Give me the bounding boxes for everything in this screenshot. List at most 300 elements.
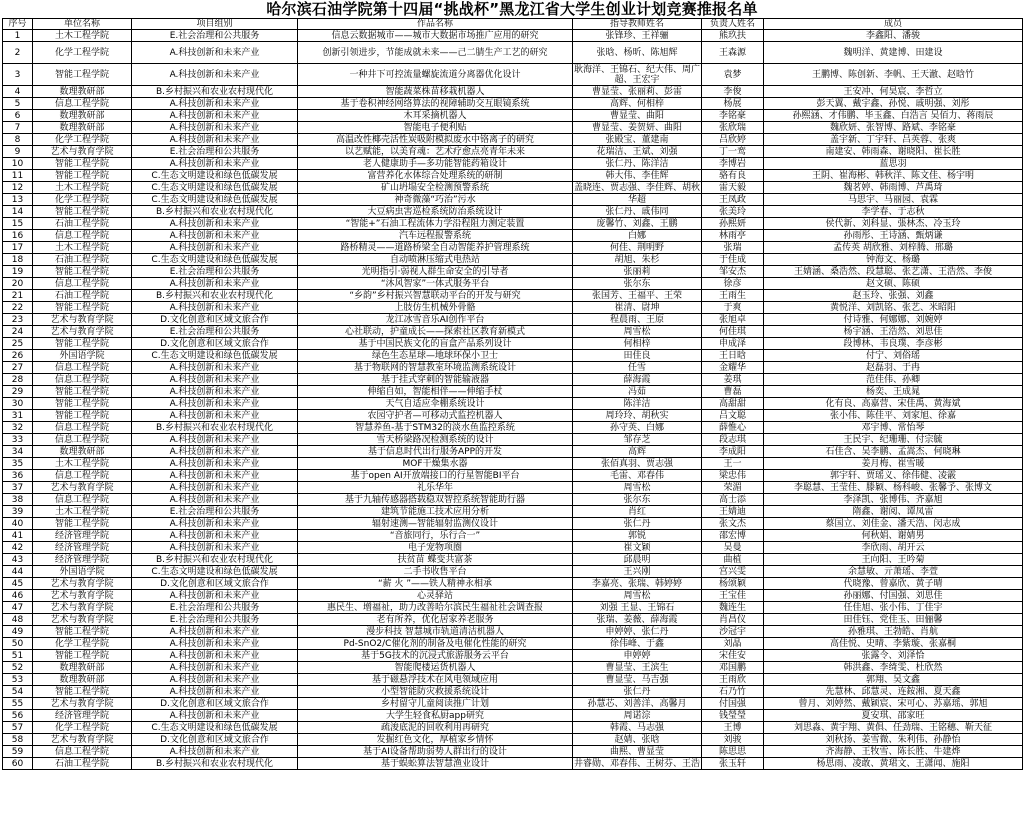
cell-unit: 艺术与教育学院	[33, 602, 132, 614]
cell-index: 16	[3, 230, 33, 242]
cell-group: D.文化创意和区域文旅合作	[132, 734, 298, 746]
cell-unit: 智能工程学院	[33, 302, 132, 314]
cell-project: 以艺赋能，以美育魂：艺术疗愈点亮青年未来	[298, 146, 573, 158]
cell-leader: 高甜甜	[702, 398, 764, 410]
cell-members: 李欣雨、胡开云	[764, 542, 1023, 554]
cell-advisor: 张丽莉	[573, 266, 702, 278]
cell-advisor: 曹显莹、张丽莉、彭雷	[573, 86, 702, 98]
cell-members: 黄悦洋、刘凯铭、张艺、米昭阳	[764, 302, 1023, 314]
cell-group: A.科技创新和未来产业	[132, 482, 298, 494]
cell-unit: 外国语学院	[33, 350, 132, 362]
table-row	[3, 614, 1023, 626]
cell-group: A.科技创新和未来产业	[132, 230, 298, 242]
cell-leader: 林雨亭	[702, 230, 764, 242]
cell-advisor: 李嘉亮、张瑞、韩婷婷	[573, 578, 702, 590]
cell-index: 55	[3, 698, 33, 710]
cell-leader: 孙熙妍	[702, 218, 764, 230]
cell-members: 孙雨彤、王诗涵、甄炳谦	[764, 230, 1023, 242]
cell-index: 49	[3, 626, 33, 638]
cell-advisor: 郭锐	[573, 530, 702, 542]
cell-members: 付宁、刘俗瑶	[764, 350, 1023, 362]
cell-unit: 石油工程学院	[33, 290, 132, 302]
table-row	[3, 386, 1023, 398]
cell-leader: 张文杰	[702, 518, 764, 530]
cell-index: 56	[3, 710, 33, 722]
cell-group: D.文化创意和区域文旅合作	[132, 698, 298, 710]
cell-advisor: 高辉、何相梓	[573, 98, 702, 110]
cell-group: A.科技创新和未来产业	[132, 518, 298, 530]
cell-unit: 化学工程学院	[33, 134, 132, 146]
cell-leader: 杨颂颖	[702, 578, 764, 590]
cell-members: 何秋娟、谢婧男	[764, 530, 1023, 542]
cell-group: A.科技创新和未来产业	[132, 98, 298, 110]
cell-members: 王向阳、王吟菊	[764, 554, 1023, 566]
table-row	[3, 218, 1023, 230]
cell-advisor: 张仁丹、戚伟同	[573, 206, 702, 218]
cell-leader: 宫兴雯	[702, 566, 764, 578]
cell-unit: 土木工程学院	[33, 30, 132, 42]
cell-unit: 外国语学院	[33, 566, 132, 578]
cell-index: 47	[3, 602, 33, 614]
cell-leader: 王雨欣	[702, 674, 764, 686]
cell-members: 田佳钰、党佳玉、田俪馨	[764, 614, 1023, 626]
table-row	[3, 482, 1023, 494]
cell-group: A.科技创新和未来产业	[132, 158, 298, 170]
table-row	[3, 554, 1023, 566]
cell-index: 24	[3, 326, 33, 338]
table-row	[3, 254, 1023, 266]
cell-advisor: 张晗、杨昕、陈旭辉	[573, 42, 702, 64]
cell-index: 29	[3, 386, 33, 398]
nominee-table	[2, 18, 1023, 770]
cell-members: 刘秋扬、姜雪微、朱利伟、孙静怡	[764, 734, 1023, 746]
cell-members: 马思宇、马丽园、袁霖	[764, 194, 1023, 206]
cell-unit: 智能工程学院	[33, 518, 132, 530]
table-row	[3, 674, 1023, 686]
cell-members: 南建安、韩雨森、谢晓阳、崔长胜	[764, 146, 1023, 158]
cell-members: 张露令、刘泽恰	[764, 650, 1023, 662]
cell-members: 齐海静、王牧雪、陈长胜、牛建烨	[764, 746, 1023, 758]
cell-unit: 化学工程学院	[33, 42, 132, 64]
cell-group: B.乡村振兴和农业农村现代化	[132, 290, 298, 302]
cell-group: B.乡村振兴和农业农村现代化	[132, 758, 298, 770]
header-unit: 单位名称	[33, 19, 132, 30]
cell-index: 5	[3, 98, 33, 110]
cell-members: 代晓豫、曾嘉欣、黄子晴	[764, 578, 1023, 590]
cell-unit: 智能工程学院	[33, 266, 132, 278]
cell-unit: 信息工程学院	[33, 278, 132, 290]
cell-unit: 艺术与教育学院	[33, 578, 132, 590]
cell-project: 智能爬楼运货机器人	[298, 662, 573, 674]
cell-members: 王鹏博、陈创新、李帆、王天澈、赵晗竹	[764, 64, 1023, 86]
cell-group: D.文化创意和区域文旅合作	[132, 578, 298, 590]
cell-unit: 艺术与教育学院	[33, 146, 132, 158]
cell-members: 韩洪鑫、李绮雯、杜欣然	[764, 662, 1023, 674]
cell-project: 发掘红色文化，厚植家乡情怀	[298, 734, 573, 746]
cell-advisor: 张仁丹	[573, 518, 702, 530]
cell-project: 创新引领进步，节能成就未来——己二腈生产工艺的研究	[298, 42, 573, 64]
cell-advisor: 曹显莹、王滨生	[573, 662, 702, 674]
cell-leader: 袁梦	[702, 64, 764, 86]
cell-index: 28	[3, 374, 33, 386]
cell-unit: 信息工程学院	[33, 98, 132, 110]
cell-project: 基于挂式穿刺的智能输液器	[298, 374, 573, 386]
cell-index: 43	[3, 554, 33, 566]
cell-project: 智慧养鱼-基于STM32的淡水鱼监控系统	[298, 422, 573, 434]
cell-members: 赵磊羽、于冉	[764, 362, 1023, 374]
cell-members: 付诗雅、何娜娜、刘婉婷	[764, 314, 1023, 326]
table-row	[3, 458, 1023, 470]
cell-group: E.社会治理和公共服务	[132, 30, 298, 42]
cell-leader: 曹磊	[702, 386, 764, 398]
cell-advisor: 张殿宝、董建南	[573, 134, 702, 146]
cell-advisor: 刘强 王显、王锦石	[573, 602, 702, 614]
cell-project: 建筑节能施工技术应用分析	[298, 506, 573, 518]
cell-members: 邓宇博、常怡琴	[764, 422, 1023, 434]
cell-leader: 王日晗	[702, 350, 764, 362]
cell-members: 孙丽娜、付国强、刘思佳	[764, 590, 1023, 602]
cell-group: A.科技创新和未来产业	[132, 626, 298, 638]
cell-members: 赵玉玲、张强、刘鑫	[764, 290, 1023, 302]
table-row	[3, 446, 1023, 458]
cell-members: 高佳悦、史晴、李紫璇、张嘉桐	[764, 638, 1023, 650]
cell-index: 60	[3, 758, 33, 770]
table-row	[3, 746, 1023, 758]
cell-project: 大学生轻食私厨app研究	[298, 710, 573, 722]
cell-members: 刘思淼、黄宇翔、黄俱、任劲瑞、王铭穗、靳天征	[764, 722, 1023, 734]
cell-project: 二手书收售平台	[298, 566, 573, 578]
cell-advisor: 田佳良	[573, 350, 702, 362]
cell-index: 18	[3, 254, 33, 266]
cell-project: 大豆病虫害巡检系统防治系统设计	[298, 206, 573, 218]
table-row	[3, 314, 1023, 326]
cell-group: C.生态文明建设和绿色低碳发展	[132, 566, 298, 578]
cell-advisor: 张瑞、姜薇、薛海霞	[573, 614, 702, 626]
cell-members: 余慧敏、亓萧瑶、李萱	[764, 566, 1023, 578]
cell-leader: 吕欣婷	[702, 134, 764, 146]
cell-project: “薪 火 ”——铁人精神永相承	[298, 578, 573, 590]
cell-group: C.生态文明建设和绿色低碳发展	[132, 182, 298, 194]
cell-unit: 化学工程学院	[33, 638, 132, 650]
cell-project: 农园守护者—可移动式监控机器人	[298, 410, 573, 422]
cell-advisor: 曹显莹、姜贺妍、曲阳	[573, 122, 702, 134]
cell-project: 高温改性椰壳活性炭吸附模拟废水中铬离子的研究	[298, 134, 573, 146]
cell-advisor: 何佳、荆明野	[573, 242, 702, 254]
cell-leader: 金耀华	[702, 362, 764, 374]
cell-project: Pd-SnO2/C催化剂的制备及电催化性能的研究	[298, 638, 573, 650]
cell-members: 钟海文、杨璐	[764, 254, 1023, 266]
cell-advisor: 薛海霞	[573, 374, 702, 386]
cell-project: 基于九轴传感器搭载稳双智控系统智能助行器	[298, 494, 573, 506]
cell-index: 48	[3, 614, 33, 626]
table-row	[3, 470, 1023, 482]
table-row	[3, 30, 1023, 42]
cell-leader: 陈思思	[702, 746, 764, 758]
cell-leader: 申成泽	[702, 338, 764, 350]
cell-advisor: 张佰真羽、贾志强	[573, 458, 702, 470]
cell-unit: 信息工程学院	[33, 746, 132, 758]
cell-leader: 张旭卓	[702, 314, 764, 326]
cell-members: 王民宇、纪珊珊、付宗毓	[764, 434, 1023, 446]
cell-project: 基于中国民族文化的盲盒产品系列设计	[298, 338, 573, 350]
cell-group: A.科技创新和未来产业	[132, 494, 298, 506]
table-body	[3, 30, 1023, 770]
cell-index: 8	[3, 134, 33, 146]
cell-project: 老人健康助手—多功能智能药箱设计	[298, 158, 573, 170]
table-row	[3, 350, 1023, 362]
header-index: 序号	[3, 19, 33, 30]
cell-group: A.科技创新和未来产业	[132, 686, 298, 698]
cell-unit: 艺术与教育学院	[33, 734, 132, 746]
cell-members: 隋鑫、谢阅、谭凤雷	[764, 506, 1023, 518]
cell-project: 雪天桥梁路况检测系统的设计	[298, 434, 573, 446]
table-row	[3, 410, 1023, 422]
cell-index: 39	[3, 506, 33, 518]
cell-members: 曾月、刘婷然、戴颖宸、宋可心、苏嘉瑶、郭旭	[764, 698, 1023, 710]
cell-leader: 李博岩	[702, 158, 764, 170]
cell-members: 化有良、高嘉营、宋佳禹、黄海斌	[764, 398, 1023, 410]
cell-index: 32	[3, 422, 33, 434]
cell-unit: 智能工程学院	[33, 398, 132, 410]
cell-advisor: 崔清、尉坤	[573, 302, 702, 314]
table-row	[3, 518, 1023, 530]
cell-members: 杨宇涵、王浩然、刘思佳	[764, 326, 1023, 338]
cell-index: 21	[3, 290, 33, 302]
cell-members: 彭天翼、戴宇鑫、孙悦、戚明强、刘彤	[764, 98, 1023, 110]
cell-project: 心社联动，护童成长——探索社区教育新模式	[298, 326, 573, 338]
cell-group: A.科技创新和未来产业	[132, 590, 298, 602]
cell-group: A.科技创新和未来产业	[132, 386, 298, 398]
cell-advisor: 庞馨竹、刘鑫、王鹏	[573, 218, 702, 230]
cell-advisor: 盖晓连、贾志强、李佳辉、胡秋	[574, 182, 701, 193]
cell-advisor: 王兴刚	[573, 566, 702, 578]
table-row	[3, 650, 1023, 662]
cell-project: 智能蔬菜株苗移栽机器人	[298, 86, 573, 98]
cell-advisor: 赵婧、张晗	[573, 734, 702, 746]
cell-project: 基于5G技术的沉浸式旅游服务云平台	[298, 650, 573, 662]
table-row	[3, 110, 1023, 122]
cell-unit: 智能工程学院	[33, 686, 132, 698]
cell-project: “音旅同行，乐行合一”	[298, 530, 573, 542]
cell-project: 心灵驿站	[298, 590, 573, 602]
cell-group: A.科技创新和未来产业	[132, 530, 298, 542]
cell-members: 王阴、崔海彬、韩秋洋、陈文佳、杨宇明	[764, 170, 1023, 182]
cell-group: E.社会治理和公共服务	[132, 602, 298, 614]
cell-advisor: 曹显莹、曲阳	[573, 110, 702, 122]
cell-project: 路桥精灵——道路桥梁全自动智能养护管理系统	[298, 242, 573, 254]
cell-leader: 钱瑩瑩	[702, 710, 764, 722]
cell-leader: 姜琪	[702, 374, 764, 386]
cell-index: 33	[3, 434, 33, 446]
cell-unit: 智能工程学院	[33, 626, 132, 638]
cell-members: 李鑫阳、潘骏	[764, 30, 1023, 42]
cell-leader: 高士添	[702, 494, 764, 506]
cell-leader: 王宝佳	[702, 590, 764, 602]
cell-group: C.生态文明建设和绿色低碳发展	[132, 722, 298, 734]
table-row	[3, 266, 1023, 278]
table-row	[3, 434, 1023, 446]
cell-group: B.乡村振兴和农业农村现代化	[132, 86, 298, 98]
cell-leader: 段志琪	[702, 434, 764, 446]
cell-index: 20	[3, 278, 33, 290]
cell-index: 4	[3, 86, 33, 98]
cell-index: 59	[3, 746, 33, 758]
cell-project: 基于AI设备帮助弱势人群出行的设计	[298, 746, 573, 758]
cell-unit: 石油工程学院	[33, 218, 132, 230]
cell-index: 25	[3, 338, 33, 350]
cell-index: 12	[3, 182, 33, 194]
cell-leader: 王一	[702, 458, 764, 470]
cell-group: A.科技创新和未来产业	[132, 134, 298, 146]
cell-leader: 丁一鸾	[702, 146, 764, 158]
table-row	[3, 134, 1023, 146]
cell-members: 蔡国立、刘佳金、潘天浩、闵志成	[764, 518, 1023, 530]
cell-project: 自动喷淋压缩式电热站	[298, 254, 573, 266]
cell-group: A.科技创新和未来产业	[132, 278, 298, 290]
cell-group: C.生态文明建设和绿色低碳发展	[132, 350, 298, 362]
cell-advisor: 毛雷、邓春伟	[573, 470, 702, 482]
cell-leader: 刘骏	[702, 734, 764, 746]
cell-unit: 信息工程学院	[33, 422, 132, 434]
cell-group: A.科技创新和未来产业	[132, 710, 298, 722]
cell-project: 木耳采摘机器人	[298, 110, 573, 122]
cell-unit: 艺术与教育学院	[33, 614, 132, 626]
cell-advisor: 耿海洋、王锦石、纪大伟、周广超、王宏宇	[574, 64, 701, 85]
cell-leader: 邹安杰	[702, 266, 764, 278]
cell-advisor: 周玲玲、胡秋实	[573, 410, 702, 422]
cell-leader: 徐彦	[702, 278, 764, 290]
table-row	[3, 710, 1023, 722]
cell-members: 李聪慧、王莹佳、滕颖、杨科峻、张馨予、张博文	[764, 482, 1023, 494]
cell-leader: 邓国鹏	[702, 662, 764, 674]
cell-advisor: 井睿勋、邓春伟、王树芬、王浩	[574, 758, 701, 769]
table-row	[3, 194, 1023, 206]
cell-advisor: 程晨雨、王原	[573, 314, 702, 326]
cell-unit: 艺术与教育学院	[33, 482, 132, 494]
cell-leader: 王森源	[702, 42, 764, 64]
table-row	[3, 290, 1023, 302]
cell-index: 54	[3, 686, 33, 698]
cell-members: 孟传英 胡欣雅、刘梓腾、邢璐	[764, 242, 1023, 254]
cell-unit: 信息工程学院	[33, 470, 132, 482]
cell-group: B.乡村振兴和农业农村现代化	[132, 554, 298, 566]
cell-unit: 智能工程学院	[33, 650, 132, 662]
cell-members: 任佳旭、张小伟、丁佳宇	[764, 602, 1023, 614]
cell-advisor: 胡旭、朱杉	[573, 254, 702, 266]
table-row	[3, 566, 1023, 578]
cell-index: 14	[3, 206, 33, 218]
table-row	[3, 422, 1023, 434]
cell-group: A.科技创新和未来产业	[132, 674, 298, 686]
cell-project: 基于物联网的智慧教室环境监测系统设计	[298, 362, 573, 374]
table-row	[3, 170, 1023, 182]
cell-unit: 艺术与教育学院	[33, 326, 132, 338]
cell-advisor: 任雪	[573, 362, 702, 374]
table-row	[3, 86, 1023, 98]
cell-leader: 沙冠宇	[702, 626, 764, 638]
table-row	[3, 602, 1023, 614]
cell-project: 信息云数据城市——城市大数据市场推广应用的研究	[298, 30, 573, 42]
cell-group: D.文化创意和区域文旅合作	[132, 314, 298, 326]
cell-group: A.科技创新和未来产业	[132, 218, 298, 230]
cell-group: E.社会治理和公共服务	[132, 266, 298, 278]
cell-unit: 艺术与教育学院	[33, 698, 132, 710]
cell-members: 张小伟、陈佳平、刘家旭、徐嘉	[764, 410, 1023, 422]
cell-project: 矿山坍塌安全检测预警系统	[298, 182, 573, 194]
cell-project: 神奇微藻“巧治”污水	[298, 194, 573, 206]
cell-advisor: 肖红	[573, 506, 702, 518]
cell-index: 13	[3, 194, 33, 206]
cell-project: “沐风智家”一体式服务平台	[298, 278, 573, 290]
cell-advisor: 花瑞洁、王斌、刘强	[573, 146, 702, 158]
cell-advisor: 申婷婷、张仁丹	[573, 626, 702, 638]
cell-index: 15	[3, 218, 33, 230]
cell-project: 基于open AI开放端接口的行星智能BI平台	[298, 470, 573, 482]
cell-leader: 王凤政	[702, 194, 764, 206]
cell-leader: 王婧迪	[702, 506, 764, 518]
cell-advisor: 陈洋洁	[573, 398, 702, 410]
cell-project: 基于蜈蚣算法智慧渔业设计	[298, 758, 573, 770]
cell-unit: 智能工程学院	[33, 206, 132, 218]
cell-leader: 骆有良	[702, 170, 764, 182]
cell-index: 3	[3, 64, 33, 86]
cell-group: B.乡村振兴和农业农村现代化	[132, 206, 298, 218]
cell-advisor: 曲熙、曹显莹	[573, 746, 702, 758]
cell-leader: 魏连生	[702, 602, 764, 614]
cell-index: 41	[3, 530, 33, 542]
cell-group: E.社会治理和公共服务	[132, 146, 298, 158]
cell-members: 段博林、韦良璞、李彦彬	[764, 338, 1023, 350]
table-row	[3, 362, 1023, 374]
cell-unit: 信息工程学院	[33, 374, 132, 386]
cell-advisor: 申婷婷	[573, 650, 702, 662]
cell-leader: 石乃竹	[702, 686, 764, 698]
cell-advisor: 崔文颖	[573, 542, 702, 554]
cell-project: 扶贫苗 蝶变共富茶	[298, 554, 573, 566]
cell-members: 孙熙涵、才伟鹏、毕玉鑫、白浩言 吴佰力、蒋雨辰	[764, 110, 1023, 122]
cell-project: 基于信息时代出行服务APP的开发	[298, 446, 573, 458]
cell-group: A.科技创新和未来产业	[132, 650, 298, 662]
cell-unit: 数理教研部	[33, 674, 132, 686]
cell-advisor: 邱晨明	[573, 554, 702, 566]
cell-group: A.科技创新和未来产业	[132, 110, 298, 122]
cell-group: D.文化创意和区域文旅合作	[132, 338, 298, 350]
cell-group: E.社会治理和公共服务	[132, 506, 298, 518]
cell-leader: 张美玲	[702, 206, 764, 218]
cell-group: A.科技创新和未来产业	[132, 446, 298, 458]
cell-unit: 智能工程学院	[33, 170, 132, 182]
cell-members: 杨奕、王成晁	[764, 386, 1023, 398]
cell-index: 26	[3, 350, 33, 362]
cell-unit: 经济管理学院	[33, 554, 132, 566]
cell-members: 先慧林、邱慧灵、连銨湘、夏天鑫	[764, 686, 1023, 698]
cell-unit: 经济管理学院	[33, 710, 132, 722]
cell-members: 魏明洋、黄建博、田建设	[764, 42, 1023, 64]
cell-leader: 刘晶	[702, 638, 764, 650]
table-row	[3, 146, 1023, 158]
cell-leader: 张瑞	[702, 242, 764, 254]
cell-unit: 土木工程学院	[33, 182, 132, 194]
cell-leader: 张玉轩	[702, 758, 764, 770]
cell-index: 17	[3, 242, 33, 254]
cell-index: 51	[3, 650, 33, 662]
cell-advisor: 张尔东	[573, 494, 702, 506]
cell-unit: 石油工程学院	[33, 758, 132, 770]
cell-index: 23	[3, 314, 33, 326]
cell-leader: 李成阳	[702, 446, 764, 458]
cell-members: 赵文硕、陈硕	[764, 278, 1023, 290]
cell-project: 伸缩自如，智能相伴——伸缩手杖	[298, 386, 573, 398]
